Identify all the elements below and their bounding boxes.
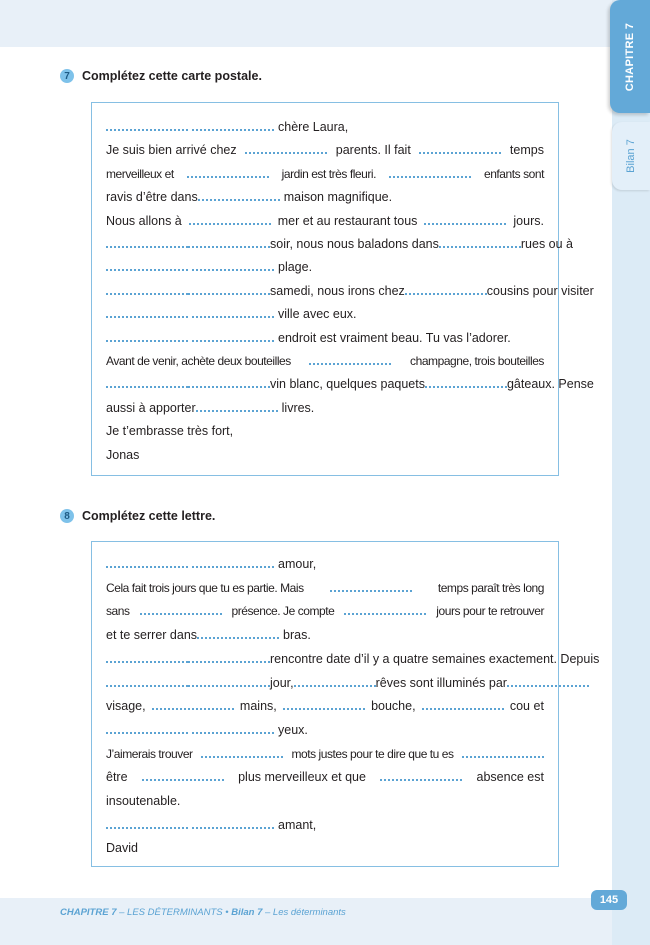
footer-bilan-topic: – Les déterminants [262,907,346,918]
line-text: enfants sont [483,166,544,181]
exercise8-line [106,793,544,809]
exercise7-line [106,166,544,182]
exercise7-line [106,142,544,158]
blank-field[interactable] [106,378,188,388]
line-text: aussi à apporter [106,400,196,415]
top-band [0,0,612,47]
blank-field[interactable] [106,238,188,248]
blank-field[interactable] [106,285,188,295]
blank-field[interactable] [389,168,471,178]
blank-field[interactable] [187,168,269,178]
blank-field[interactable] [106,677,188,687]
exercise7-line [106,447,544,463]
blank-field[interactable] [106,308,188,318]
exercise8-line [106,556,544,572]
exercise8-line [106,746,544,762]
tab-bilan[interactable] [612,122,650,190]
line-text: Je suis bien arrivé chez [106,143,237,158]
blank-field[interactable] [192,724,274,734]
line-text: chère Laura, [278,120,349,134]
blank-field[interactable] [309,355,391,365]
letter-box [91,541,600,867]
exercise7-line [106,213,544,229]
postcard-box [91,102,594,476]
blank-field[interactable] [424,215,506,225]
blank-field[interactable] [201,748,283,758]
line-text: jours. [513,213,544,228]
line-text: rêves sont illuminés par [375,675,507,690]
blank-field[interactable] [330,582,412,592]
blank-field[interactable] [106,819,188,829]
blank-field[interactable] [419,144,501,154]
line-text: yeux. [278,722,308,737]
line-text: jour, [270,675,294,690]
exercise8-line [106,840,544,856]
exercise-8-header [60,509,215,523]
blank-field[interactable] [106,653,188,663]
exercise8-line [106,675,544,691]
line-text: David [106,841,138,856]
exercise7-line [106,376,594,392]
blank-field[interactable] [142,771,224,781]
blank-field[interactable] [188,378,270,388]
blank-field[interactable] [189,215,271,225]
exercise-8-title: Complétez cette lettre. [82,509,216,523]
blank-field[interactable] [188,285,270,295]
blank-field[interactable] [283,700,365,710]
blank-field[interactable] [106,261,188,271]
exercise7-line [106,259,544,275]
line-text: parents. Il fait [335,143,411,158]
line-text: plus merveilleux et que [238,770,366,785]
blank-field[interactable] [188,653,270,663]
footer-chapter-topic: – LES DÉTERMINANTS [116,907,223,918]
line-text: et te serrer dans [106,628,198,643]
footer-band [0,898,612,945]
exercise7-line [106,189,544,205]
line-text: Jonas [106,447,140,462]
line-text: rencontre date d’il y a quatre semaines exactement. Depuis [270,651,600,666]
line-text: rues ou à [520,237,573,251]
blank-field[interactable] [197,629,279,639]
line-text: mains, [239,699,277,714]
line-text: champagne, trois bouteilles [410,354,544,368]
exercise8-line [106,627,544,643]
line-text: merveilleux et [106,166,174,181]
blank-field[interactable] [106,121,188,131]
blank-field[interactable] [106,558,188,568]
tab-chapitre-label: CHAPITRE 7 [624,22,636,91]
line-text: Nous allons à [106,213,182,228]
tab-bilan-label: Bilan 7 [625,139,637,173]
line-text: ville avec eux. [278,307,357,322]
blank-field[interactable] [152,700,234,710]
exercise-7-header [60,69,262,83]
blank-field[interactable] [192,332,274,342]
line-text: Avant de venir, achète deux bouteilles [106,354,291,368]
line-text: temps [509,143,544,158]
line-text: cousins pour visiter [486,283,594,298]
exercise8-line [106,580,544,596]
line-text: sans [106,604,130,619]
exercise8-line [106,698,544,714]
exercise8-line [106,603,544,619]
line-text: soir, nous nous baladons dans [270,237,439,251]
blank-field[interactable] [462,748,544,758]
line-text: jardin est très fleuri. [281,166,377,181]
exercise8-line [106,651,600,667]
blank-field[interactable] [106,332,188,342]
footer-separator: • [222,907,232,918]
line-text: visage, [106,699,146,714]
line-text: livres. [281,400,315,415]
blank-field[interactable] [245,144,327,154]
blank-field[interactable] [425,378,507,388]
exercise7-line [106,119,544,135]
line-text: samedi, nous irons chez [270,283,405,298]
exercise7-line [106,400,544,416]
footer-chapter: CHAPITRE 7 [60,907,117,918]
exercise-7-title: Complétez cette carte postale. [82,69,262,83]
footer-running-title [60,907,346,918]
blank-field[interactable] [192,819,274,829]
line-text: être [106,770,128,785]
blank-field[interactable] [344,605,426,615]
blank-field[interactable] [405,285,487,295]
line-text: présence. Je compte [231,604,335,619]
exercise7-line [106,423,544,439]
exercise-7-number: 7 [60,69,74,83]
line-text: mots justes pour te dire que tu es [291,746,454,761]
blank-field[interactable] [106,724,188,734]
exercise7-line [106,236,573,252]
line-text: Cela fait trois jours que tu es partie. Mais [106,580,304,595]
exercise7-line [106,330,544,346]
footer-bilan: Bilan 7 [231,907,263,918]
line-text: maison magnifique. [283,190,393,205]
line-text: amant, [278,817,317,832]
line-text: mer et au restaurant tous [277,213,418,228]
line-text: bras. [283,628,311,643]
tab-chapitre[interactable] [610,0,650,113]
blank-field[interactable] [192,558,274,568]
exercise8-line [106,722,544,738]
blank-field[interactable] [188,677,270,687]
line-text: jours pour te retrouver [436,604,544,619]
blank-field[interactable] [192,121,274,131]
line-text: bouche, [371,699,416,714]
blank-field[interactable] [198,191,280,201]
exercise7-line [106,353,544,369]
line-text: insoutenable. [106,794,181,808]
line-text: temps paraît très long [437,580,544,595]
blank-field[interactable] [196,402,278,412]
line-text: plage. [278,260,313,275]
blank-field[interactable] [294,677,376,687]
line-text: ravis d’être dans [106,190,198,205]
line-text: amour, [278,557,317,571]
blank-field[interactable] [380,771,462,781]
line-text: absence est [476,770,544,785]
line-text: gâteaux. Pense [506,377,594,392]
blank-field[interactable] [439,238,521,248]
blank-field[interactable] [422,700,504,710]
blank-field[interactable] [192,261,274,271]
line-text: vin blanc, quelques paquets [270,377,425,392]
line-text: J’aimerais trouver [106,746,193,761]
line-text: Je t’embrasse très fort, [106,424,234,439]
exercise7-line [106,283,594,299]
blank-field[interactable] [188,238,270,248]
exercise8-line [106,817,544,833]
line-text: cou et [509,699,544,714]
exercise7-line [106,306,544,322]
blank-field[interactable] [192,308,274,318]
exercise8-line [106,769,544,785]
blank-field[interactable] [507,677,589,687]
line-text: endroit est vraiment beau. Tu vas l’adorer. [278,330,511,345]
exercise-8-number: 8 [60,509,74,523]
blank-field[interactable] [140,605,222,615]
page-number: 145 [591,890,627,910]
